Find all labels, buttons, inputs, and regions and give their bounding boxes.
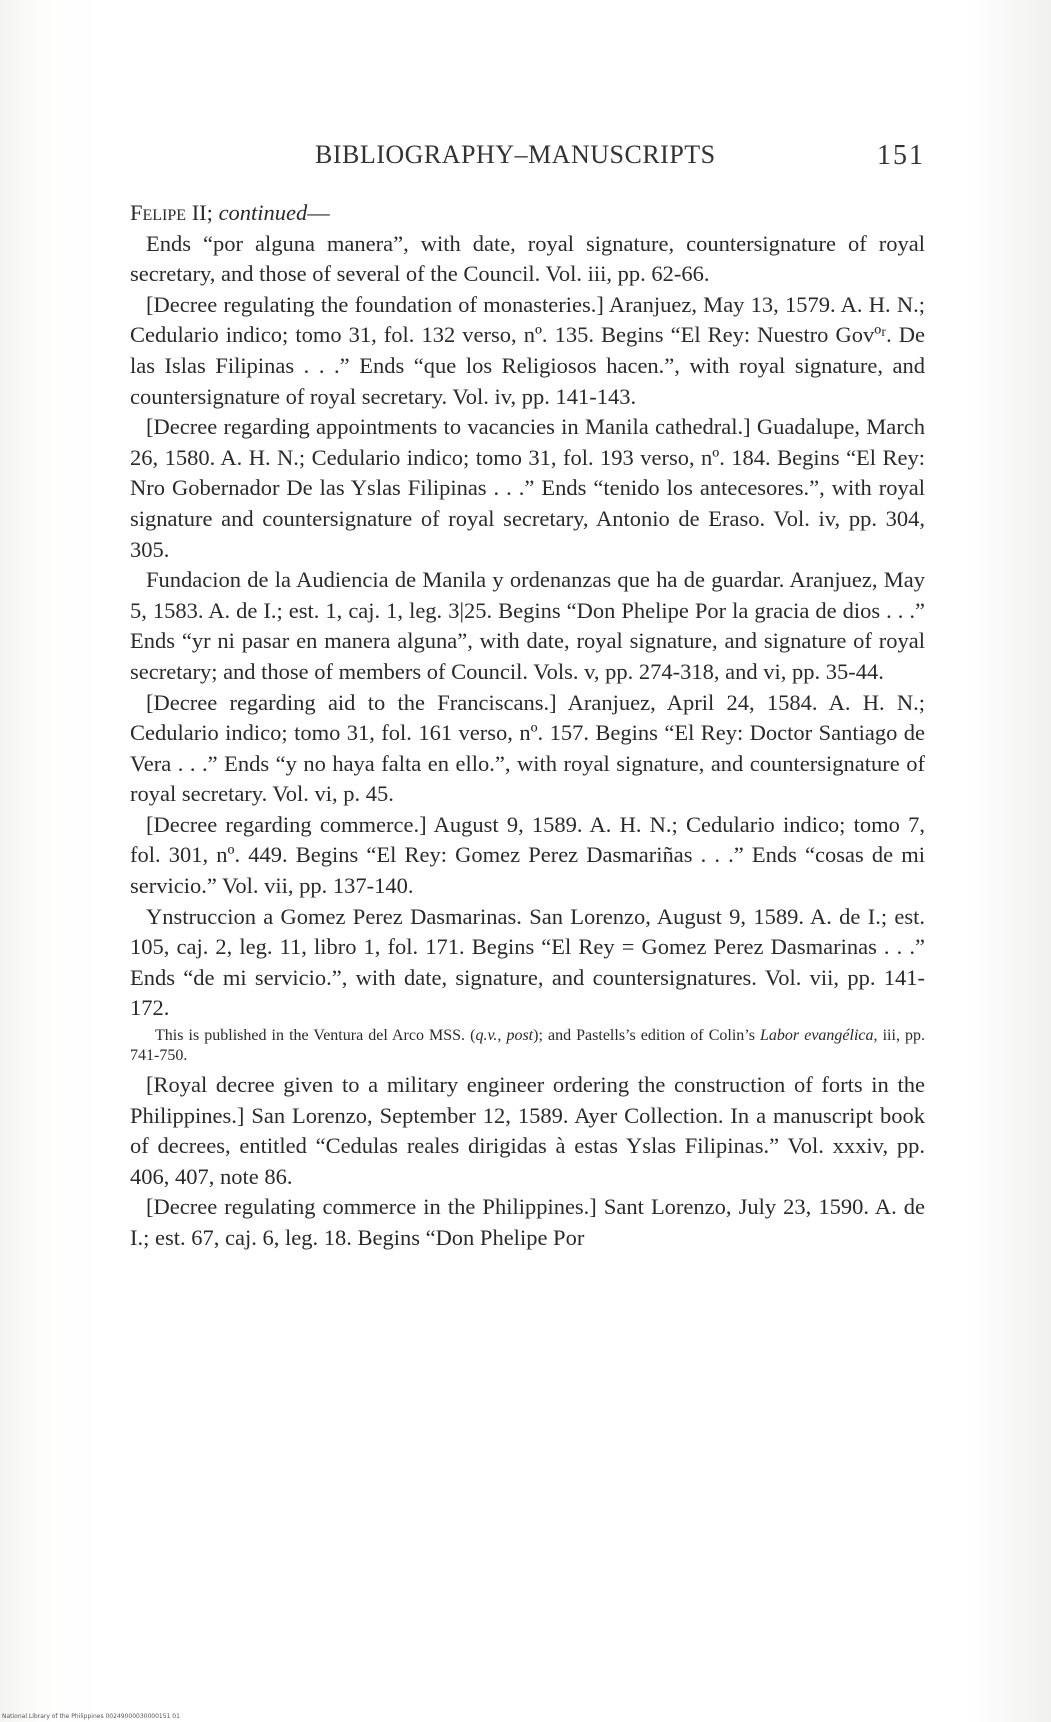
entry-audiencia-de-manila: Fundacion de la Audiencia de Manila y ordenanzas que ha de guardar. Aranjuez, May 5, 1583. A. de I.; est. 1, caj. 1, leg. 3|25. Begins “Don Phelipe Por la gracia de dios . . .” Ends “yr ni pasar en manera alguna”, with date, royal signature, and signature of royal secretary; and those of members of Council. Vols. v, pp. 274-318, and vi, pp. 35-44. xyxy=(130,567,925,684)
page-header xyxy=(130,140,925,180)
heading-dash: — xyxy=(307,200,330,225)
entry-commerce-decree: [Decree regarding commerce.] August 9, 1589. A. H. N.; Cedulario indico; tomo 7, fol. 301, nº. 449. Begins “El Rey: Gomez Perez Dasmariñas . . .” Ends “cosas de mi servicio.” Vol. vii, pp. 137-140. xyxy=(130,811,925,899)
heading-numeral: II; xyxy=(186,200,219,225)
note-before: This is published in the Ventura del Arco MSS. ( xyxy=(155,1027,476,1045)
entry-commerce-philippines-decree: [Decree regulating commerce in the Philippines.] Sant Lorenzo, July 23, 1590. A. de I.; est. 67, caj. 6, leg. 18. Begins “Don Phelipe Por xyxy=(130,1194,925,1250)
entry-monasteries-decree: [Decree regulating the foundation of monasteries.] Aranjuez, May 13, 1579. A. H. N.; Cedulario indico; tomo 31, fol. 132 verso, nº. 135. Begins “El Rey: Nuestro Govºʳ. De las Islas Filipinas . . .” Ends “que los Religiosos hacen.”, with royal signature, and countersignature of royal secretary. Vol. iv, pp. 141-143. xyxy=(130,291,925,409)
entry-royal-signature: Ends “por alguna manera”, with date, royal signature, countersignature of royal secretary, and those of several of the Council. Vol. iii, pp. 62-66. xyxy=(130,230,925,287)
library-footer-mark: National Library of the Philippines 00249000030000151 01 xyxy=(2,1713,180,1720)
entry-franciscans-decree: [Decree regarding aid to the Franciscans.] Aranjuez, April 24, 1584. A. H. N.; Cedulario indico; tomo 31, fol. 161 verso, nº. 157. Begins “El Rey: Doctor Santiago de Vera . . .” Ends “y no haya falta en ello.”, with royal signature, and countersignature of royal secretary. Vol. vi, p. 45. xyxy=(130,689,925,807)
note-after: , iii, pp. 741-750. xyxy=(130,1027,926,1065)
entry-manila-cathedral-decree: [Decree regarding appointments to vacancies in Manila cathedral.] Guadalupe, March 26, 1580. A. H. N.; Cedulario indico; tomo 31, fol. 193 verso, nº. 184. Begins “El Rey: Nro Gobernador De las Yslas Filipinas . . .” Ends “tenido los antecesores.”, with royal signature and countersignature of royal secretary, Antonio de Eraso. Vol. iv, pp. 304, 305. xyxy=(130,414,925,562)
running-head: BIBLIOGRAPHY–MANUSCRIPTS xyxy=(315,140,716,169)
footnote xyxy=(130,1026,925,1066)
bibliography-text xyxy=(130,198,925,1254)
heading-name: Felipe xyxy=(130,200,187,225)
entry-military-engineer-decree: [Royal decree given to a military engineer ordering the construction of forts in the Philippines.] San Lorenzo, September 12, 1589. Ayer Collection. In a manuscript book of decrees, entitled “Cedulas reales dirigidas à estas Yslas Filipinas.” Vol. xxxiv, pp. 406, 407, note 86. xyxy=(130,1072,925,1189)
note-work: Labor evangélica xyxy=(760,1027,874,1045)
continuation-heading xyxy=(130,198,925,229)
page-number: 151 xyxy=(877,140,925,171)
heading-continued: continued xyxy=(218,200,308,225)
note-middle: ); and Pastells’s edition of Colin’s xyxy=(533,1027,761,1045)
note-qv: q.v., post xyxy=(475,1027,534,1045)
entry-ynstruccion-dasmarinas: Ynstruccion a Gomez Perez Dasmarinas. San Lorenzo, August 9, 1589. A. de I.; est. 105, caj. 2, leg. 11, libro 1, fol. 171. Begins “El Rey = Gomez Perez Dasmarinas . . .” Ends “de mi servicio.”, with date, signature, and countersignatures. Vol. vii, pp. 141-172. xyxy=(130,903,925,1021)
